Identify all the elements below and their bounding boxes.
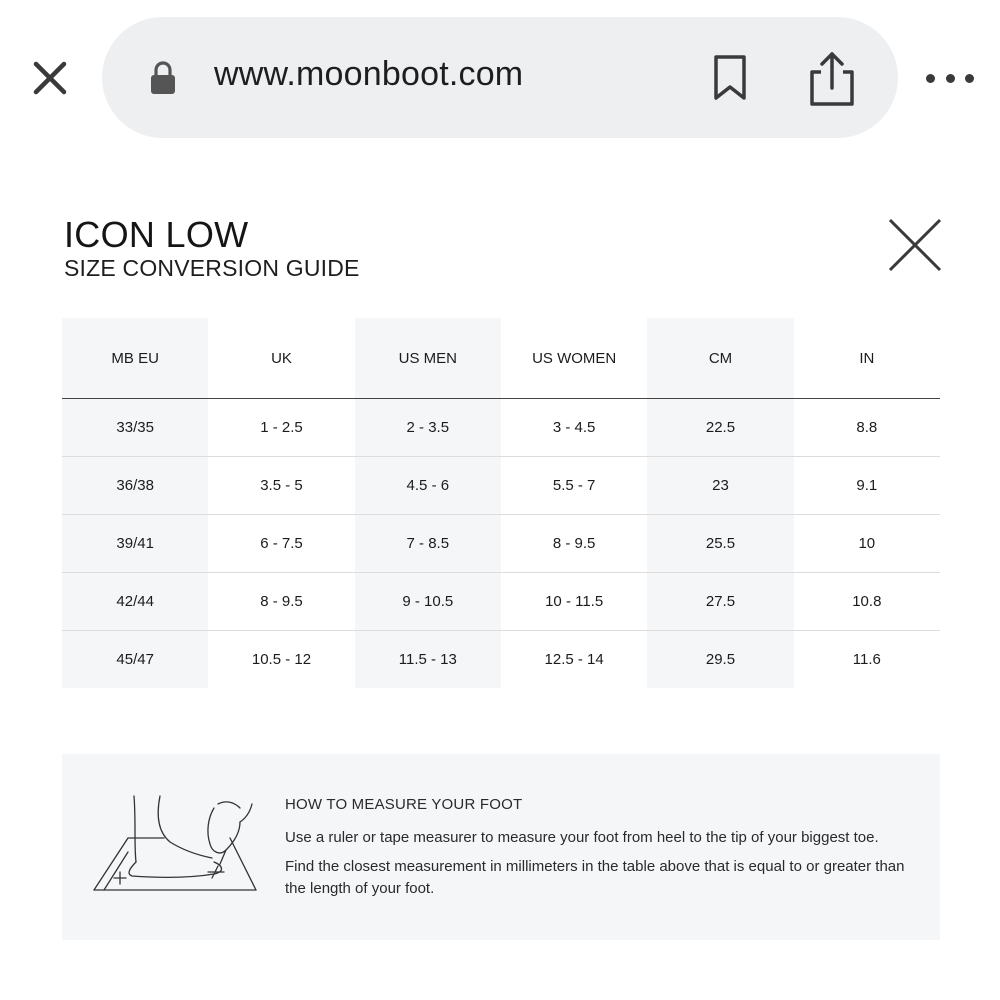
table-cell: 22.5	[647, 399, 793, 457]
table-cell: 10	[794, 515, 940, 573]
table-cell: 12.5 - 14	[544, 651, 604, 668]
table-cell: 6 - 7.5	[208, 515, 354, 573]
table-cell: 27.5	[647, 573, 793, 631]
table-cell: 10 - 11.5	[501, 573, 647, 631]
table-header-row	[62, 318, 940, 399]
measure-title: HOW TO MEASURE YOUR FOOT	[285, 796, 523, 813]
page-title: ICON LOW	[64, 214, 249, 255]
table-row	[62, 515, 940, 573]
table-cell: 3.5 - 5	[208, 457, 354, 515]
table-cell: 9 - 10.5	[355, 573, 501, 631]
table-cell: 2 - 3.5	[355, 399, 501, 457]
column-header-us-men: US MEN	[355, 318, 501, 399]
table-cell: 11.5 - 13	[355, 631, 501, 689]
table-cell: 11.6	[852, 651, 881, 668]
lock-icon	[148, 60, 178, 96]
foot-measure-illustration	[90, 792, 260, 896]
size-conversion-table	[62, 318, 940, 688]
table-cell: 7 - 8.5	[355, 515, 501, 573]
measure-instruction-2: Find the closest measurement in millimeters in the table above that is equal to or greater than the length of your foot.	[285, 858, 905, 897]
table-cell: 36/38	[62, 457, 208, 515]
measure-foot-panel	[62, 754, 940, 940]
share-icon[interactable]	[806, 50, 858, 108]
table-row	[62, 631, 940, 689]
close-icon	[33, 61, 67, 95]
column-header-in: IN	[794, 318, 940, 399]
column-header-us-women: US WOMEN	[501, 318, 647, 399]
close-modal-icon[interactable]	[884, 214, 946, 276]
table-cell: 1 - 2.5	[208, 399, 354, 457]
more-dot	[965, 74, 974, 83]
more-icon[interactable]	[926, 64, 974, 92]
table-row	[62, 399, 940, 457]
table-cell: 8 - 9.5	[208, 573, 354, 631]
column-header-cm: CM	[647, 318, 793, 399]
table-cell: 4.5 - 6	[355, 457, 501, 515]
measure-instruction-1: Use a ruler or tape measurer to measure your foot from heel to the tip of your biggest toe.	[285, 829, 879, 846]
table-cell: 8 - 9.5	[501, 515, 647, 573]
bookmark-icon[interactable]	[710, 54, 750, 102]
column-header-mb-eu: MB EU	[62, 318, 208, 399]
table-cell: 9.1	[794, 457, 940, 515]
close-tab-button[interactable]	[28, 56, 72, 100]
page-subtitle: SIZE CONVERSION GUIDE	[64, 255, 360, 281]
table-cell: 3 - 4.5	[501, 399, 647, 457]
url-text[interactable]: www.moonboot.com	[214, 55, 524, 93]
table-cell: 23	[647, 457, 793, 515]
table-cell: 8.8	[794, 399, 940, 457]
table-cell: 45/47	[62, 631, 208, 689]
table-row	[62, 573, 940, 631]
more-dot	[946, 74, 955, 83]
table-cell: 5.5 - 7	[501, 457, 647, 515]
table-cell: 29.5	[647, 631, 793, 689]
more-dot	[926, 74, 935, 83]
column-header-uk: UK	[208, 318, 354, 399]
table-cell: 10.8	[794, 573, 940, 631]
table-cell: 42/44	[62, 573, 208, 631]
table-cell: 25.5	[647, 515, 793, 573]
table-row	[62, 457, 940, 515]
table-cell: 33/35	[62, 399, 208, 457]
table-cell: 39/41	[62, 515, 208, 573]
table-cell: 10.5 - 12	[251, 651, 312, 668]
